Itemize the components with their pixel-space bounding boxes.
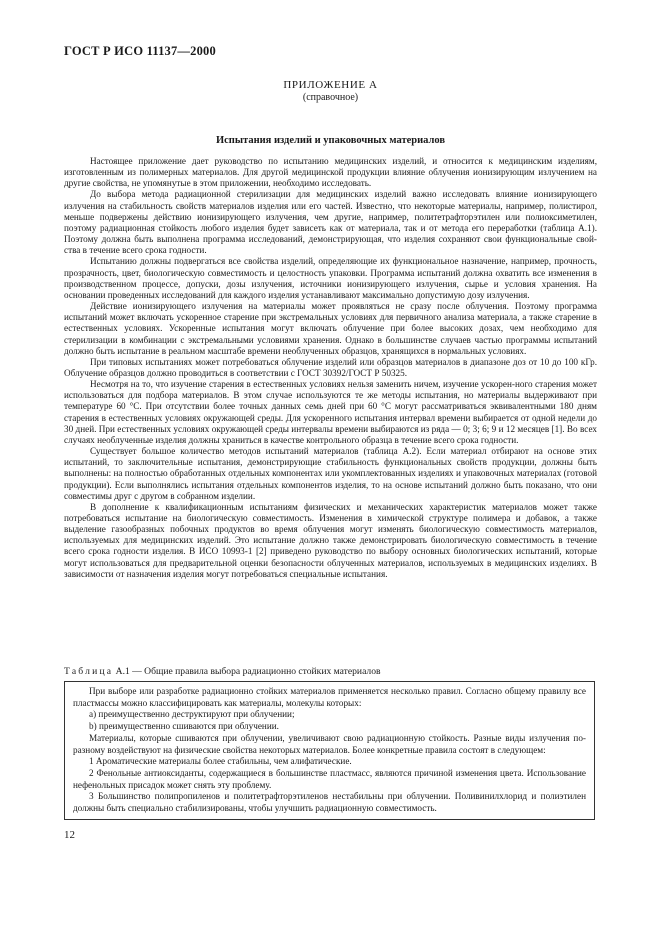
table-caption: [64, 666, 597, 677]
table-line: При выборе или разработке радиационно стойких материалов применяется несколько правил. Согласно общему правилу все пластмассы можно классифицировать как материалы, молекулы которых:: [73, 686, 586, 708]
paragraph: В дополнение к квалификационным испытаниям физических и механических характеристик материалов может также потребоваться испытание на биологическую совместимость. Изменения в химической структуре полимера и добавок, а также выделение газообразных побочных продуктов во время облучения могут изменять биологическую совместимость материалов, используемых для медицинских изделий. Это испытание должно также демонстрировать биологическую совместимость в течение всего срока годности изделия. В ИСО 10993-1 [2] приведено руководство по выбору основных биологических испытаний, которые могут использоваться для предварительной оценки безопасности облученных материалов, используемых в медицинских изделиях. В зависимости от назначения изделия могут потребоваться специальные испытания.: [64, 501, 597, 579]
paragraph: Испытанию должны подвергаться все свойства изделий, определяющие их функциональное назначение, например, прочность, прозрачность, цвет, биологическую совместимость и целостность упаковки. Программа испытаний должна охватить все изменения в производственном процессе, допуски, дозы излучения, источники ионизирующего излучения, сырье и условия хранения. На основании проведенных исследований для каждого изделия устанавливают максимально допустимую дозу излучения.: [64, 256, 597, 300]
table-line: 2 Фенольные антиоксиданты, содержащиеся в большинстве пластмасс, являются причиной изменения цвета. Использование нефенольных присадок может снять эту проблему.: [73, 767, 586, 790]
table-line: 1 Ароматические материалы более стабильны, чем алифатические.: [89, 756, 352, 767]
paragraph: Существует большое количество методов испытаний материалов (таблица А.2). Если материал отбирают на основе этих испытаний, то заключительные испытания, демонстрирующие стабильность функциональных свойств продукции, должны быть выполнены: на полностью обработанных отдельных компонентах или укомплектованных изделиях и упаковочных материалах (готовой продукции). Если выполнялись испытания отдельных компонентов изделия, то на основе испытаний должно быть показано, что они совместимы друг с другом в собранном изделии.: [64, 446, 597, 501]
table-line: а) преимущественно деструктируют при облучении;: [89, 709, 295, 720]
paragraph: При типовых испытаниях может потребоваться облучение изделий или образцов материалов в диапазоне доз от 10 до 100 кГр. Облучение образцов должно проводиться в соответствии с ГОСТ 30392/ГОСТ Р 50325.: [64, 356, 597, 378]
table-caption-word: Таблица: [64, 666, 114, 677]
table-line: b) преимущественно сшиваются при облучении.: [89, 721, 279, 732]
paragraph: Несмотря на то, что изучение старения в естественных условиях нельзя заменить ничем, изучение ускорен-ного старения может использоваться для подбора материалов. В этом случае используются те же методы испытания, но материалы выдерживают при температуре 60 °С. При отсутствии более точных данных семь дней при 60 °С могут рассматриваться эквивалентными 180 дням старения в естественных условиях окружающей среды. Для ускоренного испытания интервал времени выбирается от одной недели до 30 дней. При естественных условиях окружающей среды интервалы времени выбираются из ряда — 0; 3; 6; 9 и 12 месяцев [1]. Во всех случаях необлученные изделия должны храниться в качестве контрольного образца в течение всего срока годности.: [64, 379, 597, 445]
section-title: Испытания изделий и упаковочных материалов: [215, 135, 446, 146]
paragraph: Действие ионизирующего излучения на материалы может проявляться не сразу после облучения. Поэтому программа испытаний может включать ускоренное старение при экстремальных условиях для первичного анализа материала, а также старение в естественных условиях. Ускоренные испытания могут включать облучение при более высоких дозах, чем необходимо для стерилизации в комбинации с экстремальными условиями хранения. Однако в большинстве случаев частью программы испытаний должно быть испытание в реальном масштабе времени необлученных образцов, хранящихся в нормальных условиях.: [64, 301, 597, 356]
document-code-header: ГОСТ Р ИСО 11137—2000: [64, 44, 216, 58]
paragraph: До выбора метода радиационной стерилизации для медицинских изделий важно исследовать влияние ионизирующего излучения на стабильность свойств материалов изделия или его частей. Известно, что некоторые материалы, например, полистирол, меньше подвержены действию ионизирующего излучения, чем другие, например, политетрафторэтилен или полиоксиметилен, поэтому радиационная стойкость любого изделия будет зависеть как от материала, так и от метода его переработки (таблица А.1). Поэтому должна быть выполнена программа исследований, демонстрирующая, что изделия сохраняют свои функциональные свой-ства в течение всего срока годности.: [64, 189, 597, 256]
table-caption-text: А.1 — Общие правила выбора радиационно стойких материалов: [115, 666, 381, 677]
appendix-title: ПРИЛОЖЕНИЕ А: [283, 79, 378, 91]
appendix-note: (справочное): [302, 92, 359, 103]
table-line: Материалы, которые сшиваются при облучении, увеличивают свою радиационную стойкость. Разные виды излучения по-разному воздействуют на физические свойства некоторых материалов. Более конкретные правила состоят в следующем:: [73, 732, 586, 755]
paragraph: Настоящее приложение дает руководство по испытанию медицинских изделий, и относится к медицинским изделиям, изготовленным из полимерных материалов. Для другой медицинской продукции влияние облучения ионизирующим излучением на другие свойства, не упомянутые в этом приложении, необходимо исследовать.: [64, 156, 597, 189]
table-line: 3 Большинство полипропиленов и политетрафторэтиленов нестабильны при облучении. Поливинилхлорид и полиэтилен должны быть специально стабилизированы, чтобы улучшить радиационную совместимость.: [73, 791, 586, 814]
rules-table: [64, 681, 595, 820]
page-number: 12: [64, 829, 75, 841]
body-text: [64, 156, 597, 580]
